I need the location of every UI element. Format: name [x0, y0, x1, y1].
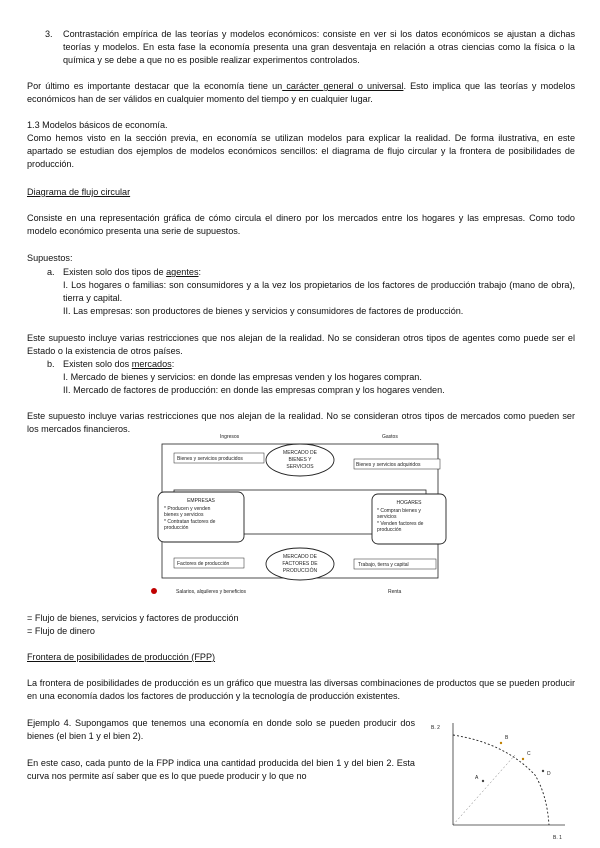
section-13-heading: 1.3 Modelos básicos de economía. — [27, 120, 168, 130]
fpp-x-label: B. 1 — [553, 835, 562, 841]
section-13-text: Como hemos visto en la sección previa, en economía se utilizan modelos para explicar la realidad. De forma ilustrativa, en este apartado se estudian dos ejemplos de modelos económicos sencillos: el diagrama de flujo circular y la frontera de posibilidades de producción. — [27, 133, 575, 169]
agentes-link-text: agentes — [166, 267, 199, 277]
fpp-point-d-label: D — [547, 771, 551, 777]
empresas-title: EMPRESAS — [187, 498, 215, 504]
supuesto-a: Existen solo dos tipos de agentes: — [63, 267, 202, 277]
list-marker-a: a. — [47, 267, 55, 277]
supuesto-b: Existen solo dos mercados: — [63, 359, 175, 369]
fpp-caso: En este caso, cada punto de la FPP indica una cantidad producida del bien 1 y del bien 2. Esta curva nos permite así saber que es lo que puede producir y lo que no — [27, 758, 415, 781]
hogares-line-1: * Compran bienes y — [377, 508, 421, 514]
hogares-line-2: servicios — [377, 514, 397, 520]
legend-goods: = Flujo de bienes, servicios y factores de producción — [27, 613, 239, 623]
empresas-line-2: bienes y servicios — [164, 512, 204, 518]
circular-flow-diagram — [150, 430, 450, 600]
market-factors-line-3: PRODUCCIÓN — [282, 568, 318, 574]
fpp-point-c-label: C — [527, 751, 531, 757]
flujo-heading: Diagrama de flujo circular — [27, 187, 131, 197]
fpp-point-b — [500, 742, 502, 744]
hogares-title: HOGARES — [396, 500, 422, 506]
diagram-label-ingresos: Ingresos — [220, 434, 240, 440]
fpp-point-c — [522, 758, 524, 760]
empresas-line-4: producción — [164, 525, 189, 531]
fpp-guide-line — [453, 755, 515, 825]
market-factors-line-1: MERCADO DE — [283, 554, 317, 560]
list-marker-b: b. — [47, 359, 55, 369]
fpp-text: La frontera de posibilidades de producción es un gráfico que muestra las diversas combinaciones de productos que se pueden producir en una economía dados los factores de producción y la tecnología de producción existentes. — [27, 678, 575, 701]
market-goods-line-2: BIENES Y — [288, 457, 312, 463]
supuesto-b-ii: II. Mercado de factores de producción: en donde las empresas compran y los hogares venden. — [63, 385, 445, 395]
diagram-logo-icon — [151, 588, 157, 594]
fpp-point-a-label: A — [475, 775, 479, 781]
empresas-line-3: * Contratan factores de — [164, 519, 216, 525]
hogares-line-4: producción — [377, 527, 402, 533]
fpp-curve — [453, 735, 549, 825]
fpp-chart — [425, 715, 575, 845]
restricciones-mercados: Este supuesto incluye varias restricciones que nos alejan de la realidad. No se consideran otros tipos de mercados como pueden ser los mercados financieros. — [27, 411, 575, 434]
supuesto-a-i: I. Los hogares o familias: son consumidores y a la vez los propietarios de los factores de producción trabajo (mano de obra), tierra y capital. — [63, 280, 575, 303]
diagram-label-gastos: Gastos — [382, 434, 398, 440]
diagram-label-renta: Renta — [388, 589, 402, 595]
flujo-intro: Consiste en una representación gráfica de cómo circula el dinero por los mercados entre los hogares y las empresas. Como todo modelo económico presenta una serie de supuestos. — [27, 213, 575, 236]
hogares-line-3: * Venden factores de — [377, 521, 424, 527]
supuesto-b-i: I. Mercado de bienes y servicios: en donde las empresas venden y los hogares compran. — [63, 372, 422, 382]
empresas-line-1: * Producen y venden — [164, 506, 211, 512]
label-factors: Factores de producción — [177, 561, 230, 567]
fpp-y-label: B. 2 — [431, 725, 440, 731]
mercados-link-text: mercados — [131, 359, 172, 369]
fpp-ejemplo: Ejemplo 4. Supongamos que tenemos una economía en donde solo se pueden producir dos bienes (el bien 1 y el bien 2). — [27, 718, 415, 741]
market-goods-line-1: MERCADO DE — [283, 450, 317, 456]
restricciones-agentes: Este supuesto incluye varias restricciones que nos alejan de la realidad. No se consideran otros tipos de agentes como puede ser el Estado o la existencia de otros países. — [27, 333, 575, 356]
supuesto-a-ii: II. Las empresas: son productores de bienes y servicios y consumidores de factores de producción. — [63, 306, 464, 316]
fpp-point-d — [542, 770, 544, 772]
market-factors-line-2: FACTORES DE — [282, 561, 318, 567]
legend-money: = Flujo de dinero — [27, 626, 95, 636]
universal-link-text: carácter general o universal — [282, 81, 404, 91]
list-number-3: 3. — [45, 29, 53, 39]
supuestos-label: Supuestos: — [27, 253, 73, 263]
fpp-point-b-label: B — [505, 735, 509, 741]
label-goods-produced: Bienes y servicios producidos — [177, 456, 243, 462]
label-goods-acquired: Bienes y servicios adquiridos — [356, 462, 421, 468]
diagram-label-salarios: Salarios, alquileres y beneficios — [176, 589, 247, 595]
label-work-land: Trabajo, tierra y capital — [358, 562, 409, 568]
fpp-heading: Frontera de posibilidades de producción (FPP) — [27, 652, 216, 662]
item3-text: Contrastación empírica de las teorías y modelos económicos: consiste en ver si los datos económicos se ajustan a dichas teorías y modelos. En esta fase la economía presenta una gran desventaja en relación a otras ciencias como la física o la química y se debe a que no es posible realizar experimentos controlados. — [63, 29, 575, 65]
paragraph-universal: Por último es importante destacar que la economía tiene un carácter general o universal. Esto implica que las teorías y modelos económicos han de ser válidos en cualquier momento del tiempo y en cualquier lugar. — [27, 81, 575, 104]
fpp-point-a — [482, 780, 484, 782]
market-goods-line-3: SERVICIOS — [286, 464, 314, 470]
